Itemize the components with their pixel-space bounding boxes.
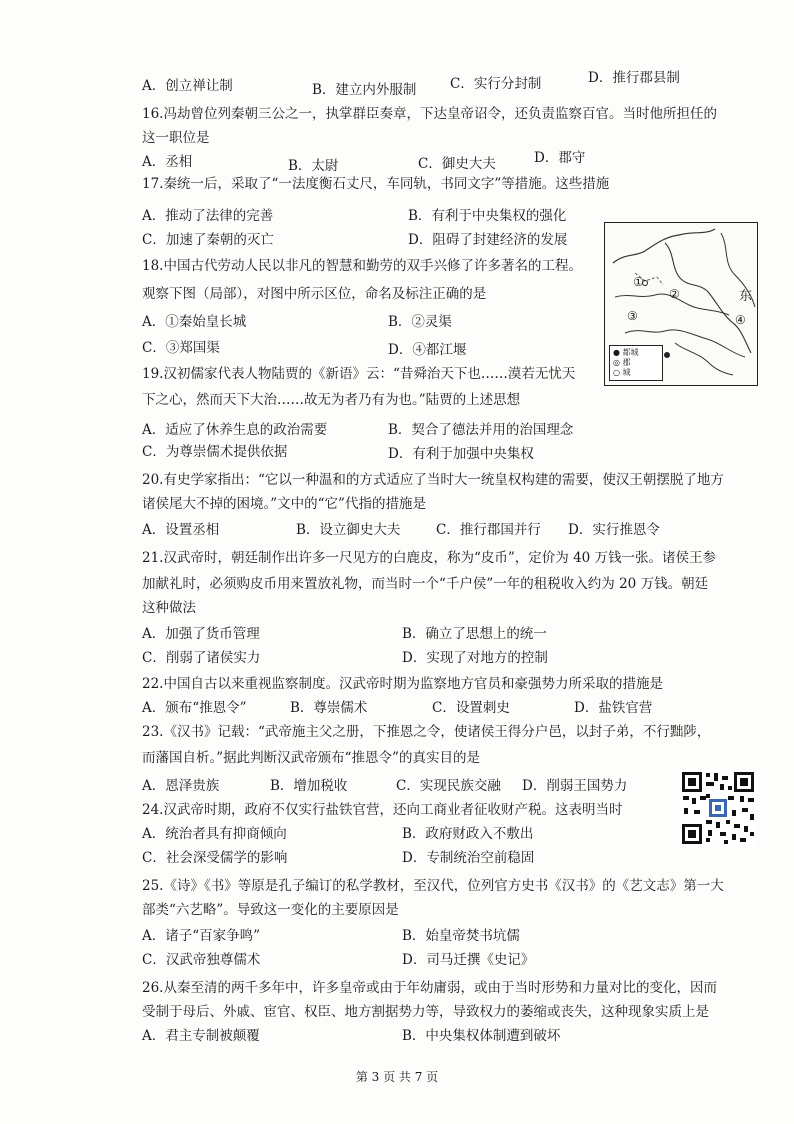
map-mark-4: ④ — [735, 313, 746, 327]
q18-stem-line2: 观察下图（局部），对图中所示区位，命名及标注正确的是 — [142, 286, 487, 302]
q25-option-d: D．司马迁撰《史记》 — [402, 952, 535, 968]
q21-option-b: B．确立了思想上的统一 — [402, 626, 547, 642]
map-legend — [609, 345, 663, 381]
q15-option-c: C．实行分封制 — [450, 76, 542, 92]
q24-stem: 24.汉武帝时期，政府不仅实行盐铁官营，还向工商业者征收财产税。这表明当时 — [142, 802, 623, 818]
q20-option-a: A．设置丞相 — [142, 522, 220, 538]
q20-stem-line2: 诸侯尾大不掉的困境。”文中的“它”代指的措施是 — [142, 496, 426, 512]
q22-option-b: B．尊崇儒术 — [290, 700, 368, 716]
q24-option-b: B．政府财政入不敷出 — [402, 826, 534, 842]
q18-stem-line1: 18.中国古代劳动人民以非凡的智慧和勤劳的双手兴修了许多著名的工程。 — [142, 258, 582, 274]
q16-option-b: B．太尉 — [288, 158, 339, 174]
q22-option-a: A．颁布“推恩令” — [142, 700, 247, 716]
q23-option-b: B．增加税收 — [270, 778, 348, 794]
q21-option-c: C．削弱了诸侯实力 — [142, 650, 261, 666]
q17-option-d: D．阻碍了封建经济的发展 — [408, 232, 568, 248]
q25-stem-line2: 部类“六艺略”。导致这一变化的主要原因是 — [142, 902, 399, 918]
q25-stem-line1: 25.《诗》《书》等原是孔子编订的私学教材，至汉代，位列官方史书《汉书》的《艺文志》第一大 — [142, 878, 724, 894]
q21-stem-line1: 21.汉武帝时，朝廷制作出许多一尺见方的白鹿皮，称为“皮币”，定价为 40 万钱一张。诸侯王参 — [142, 550, 717, 566]
map-mark-3: ③ — [627, 309, 638, 323]
q20-option-b: B．设立御史大夫 — [296, 522, 401, 538]
q23-stem-line1: 23.《汉书》记载：“武帝施主父之册，下推恩之令，使诸侯王得分户邑，以封子弟，不行黜陟， — [142, 724, 711, 740]
q17-option-b: B．有利于中央集权的强化 — [408, 208, 567, 224]
q23-option-c: C．实现民族交融 — [396, 778, 501, 794]
q17-option-c: C．加速了秦朝的灭亡 — [142, 232, 274, 248]
q20-option-d: D．实行推恩令 — [568, 522, 660, 538]
q20-stem-line1: 20.有史学家指出：“它以一种温和的方式适应了当时大一统皇权构建的需要，使汉王朝摆脱了地方 — [142, 472, 724, 488]
q20-option-c: C．推行郡国并行 — [436, 522, 541, 538]
q18-option-c: C．③郑国渠 — [142, 340, 220, 356]
q17-option-a: A．推动了法律的完善 — [142, 208, 274, 224]
q26-option-b: B．中央集权体制遭到破坏 — [402, 1028, 561, 1044]
legend-commandery: ◎ 郡 — [613, 358, 631, 367]
q19-option-d: D．有利于加强中央集权 — [388, 446, 534, 462]
q25-option-c: C．汉武帝独尊儒术 — [142, 952, 261, 968]
page-number: 第 3 页 共 7 页 — [355, 1070, 439, 1084]
q21-option-d: D．实现了对地方的控制 — [402, 650, 548, 666]
q19-option-c: C．为尊崇儒术提供依据 — [142, 444, 288, 460]
q26-stem-line1: 26.从秦至清的两千多年中，许多皇帝或由于年幼庸弱，或由于当时形势和力量对比的变化，因而 — [142, 980, 717, 996]
q24-option-a: A．统治者具有抑商倾向 — [142, 826, 287, 842]
map-sea-label: 东 — [739, 289, 753, 304]
q16-stem-line2: 这一职位是 — [142, 130, 210, 146]
q23-stem-line2: 而藩国自析。”据此判断汉武帝颁布“推恩令”的真实目的是 — [142, 750, 480, 766]
q21-option-a: A．加强了货币管理 — [142, 626, 260, 642]
qin-map-figure — [604, 222, 758, 386]
q16-option-a: A．丞相 — [142, 154, 193, 170]
qr-code-icon — [680, 770, 756, 846]
q25-option-b: B．始皇帝焚书坑儒 — [402, 928, 520, 944]
q16-option-c: C．御史大夫 — [418, 156, 496, 172]
q16-stem-line1: 16.冯劫曾位列秦朝三公之一，执掌群臣奏章，下达皇帝诏令，还负责监察百官。当时他所担任的 — [142, 106, 717, 122]
q15-option-a: A．创立禅让制 — [142, 78, 233, 94]
q23-option-d: D．削弱王国势力 — [522, 778, 628, 794]
q19-stem-line2: 下之心，然而天下大治……故无为者乃有为也。”陆贾的上述思想 — [142, 392, 521, 408]
q19-option-a: A．适应了休养生息的政治需要 — [142, 422, 328, 438]
q17-stem: 17.秦统一后，采取了“一法度衡石丈尺，车同轨，书同文字”等措施。这些措施 — [142, 176, 610, 192]
legend-city: ○ 城 — [613, 368, 631, 377]
q19-option-b: B．契合了德法并用的治国理念 — [388, 422, 574, 438]
q18-option-a: A．①秦始皇长城 — [142, 314, 247, 330]
q18-option-d: D．④都江堰 — [388, 342, 467, 358]
q19-stem-line1: 19.汉初儒家代表人物陆贾的《新语》云：“昔舜治天下也……漠若无忧天 — [142, 366, 576, 382]
q21-stem-line2: 加献礼时，必须购皮币用来置放礼物，而当时一个“千户侯”一年的租税收入约为 20 万钱。朝廷 — [142, 576, 709, 592]
q23-option-a: A．恩泽贵族 — [142, 778, 220, 794]
q15-option-b: B．建立内外服制 — [312, 82, 417, 98]
q22-option-c: C．设置刺史 — [432, 700, 510, 716]
map-mark-2: ② — [669, 287, 680, 301]
q24-option-d: D．专制统治空前稳固 — [402, 850, 535, 866]
q24-option-c: C．社会深受儒学的影响 — [142, 850, 288, 866]
q22-option-d: D．盐铁官营 — [574, 700, 653, 716]
legend-capital: ● 都城 — [613, 348, 639, 357]
q25-option-a: A．诸子“百家争鸣” — [142, 928, 261, 944]
q18-option-b: B．②灵渠 — [388, 314, 452, 330]
q21-stem-line3: 这种做法 — [142, 600, 196, 616]
map-mark-1: ① — [633, 275, 644, 289]
q15-option-d: D．推行郡县制 — [588, 70, 680, 86]
q22-stem: 22.中国自古以来重视监察制度。汉武帝时期为监察地方官员和豪强势力所采取的措施是 — [142, 676, 663, 692]
q16-option-d: D．郡守 — [534, 150, 586, 166]
q26-option-a: A．君主专制被颠覆 — [142, 1028, 260, 1044]
q26-stem-line2: 受制于母后、外戚、宦官、权臣、地方割据势力等，导致权力的萎缩或丧失，这种现象实质上是 — [142, 1004, 709, 1020]
